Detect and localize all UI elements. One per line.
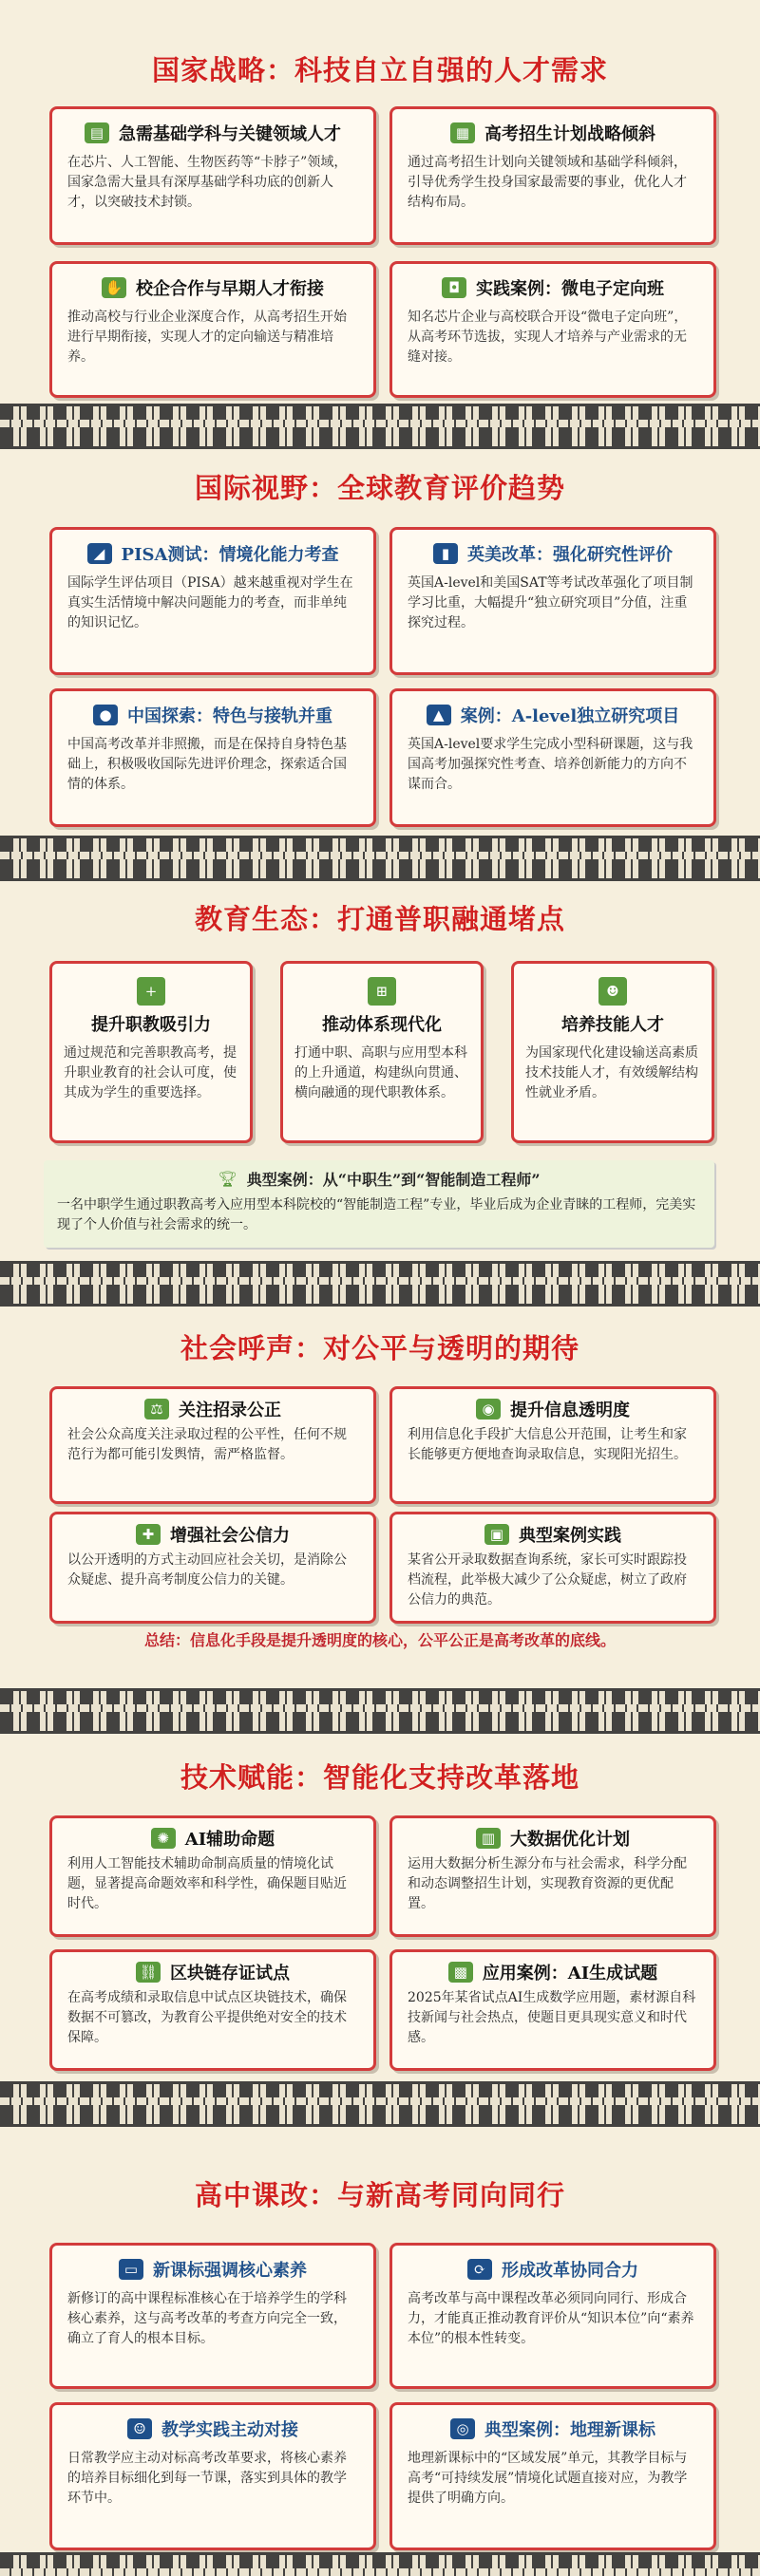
summary-text: 总结：信息化手段是提升透明度的核心，公平公正是高考改革的底线。 (143, 1631, 616, 1649)
card-body: 以公开透明的方式主动回应社会关切，是消除公众疑虑、提升高考制度公信力的关键。 (67, 1552, 347, 1588)
card-body: 新修订的高中课程标准核心在于培养学生的学科核心素养，这与高考改革的考查方向完全一致，确立了育人的根本目标。 (67, 2291, 347, 2346)
card-title: AI辅助命题 (184, 1830, 276, 1850)
sync-icon: ⟳ (467, 2259, 492, 2280)
card-title: 培养技能人才 (561, 1015, 664, 1035)
card-blockchain (49, 1949, 376, 2071)
card-body: 知名芯片企业与高校联合开设“微电子定向班”，从高考环节选拔，实现人才培养与产业需求的无缝对接。 (408, 310, 688, 365)
section-title-international: 国际视野：全球教育评价趋势 (194, 472, 565, 504)
book-icon: ▮ (433, 543, 458, 564)
card-transparency (390, 1386, 716, 1504)
handshake-icon: ✋ (102, 277, 126, 298)
card-title: 实践案例：微电子定向班 (476, 279, 664, 299)
document-icon: ▦ (450, 122, 475, 143)
card-title: 英美改革：强化研究性评价 (467, 545, 673, 565)
pattern-divider (0, 1688, 760, 1734)
card-title: 形成改革协同合力 (502, 2261, 638, 2281)
pattern-divider (0, 1261, 760, 1307)
globe-icon: ● (93, 705, 118, 725)
card-case-practice (390, 1512, 716, 1624)
card-title: 新课标强调核心素养 (153, 2261, 307, 2281)
card-title: 典型案例：地理新课标 (484, 2420, 656, 2440)
robot-icon: ▩ (448, 1962, 473, 1983)
card-body: 英国A-level要求学生完成小型科研课题，这与我国高考加强探究性考查、培养创新能力的方向不谋而合。 (408, 737, 694, 792)
trust-icon: ✚ (136, 1524, 161, 1545)
pattern-divider (0, 836, 760, 881)
section-title-ecosystem: 教育生态：打通普职融通堵点 (194, 903, 565, 935)
card-title: 提升职教吸引力 (91, 1015, 211, 1035)
chain-icon: ⛓︎ (136, 1962, 161, 1983)
card-title: 应用案例：AI生成试题 (482, 1964, 658, 1984)
card-synergy (390, 2243, 716, 2389)
pattern-divider (0, 2081, 760, 2127)
user-plus-icon: + (137, 977, 165, 1006)
chip-icon: ◘ (442, 277, 466, 298)
case-icon: ▣ (484, 1524, 509, 1545)
card-body: 某省公开录取数据查询系统，家长可实时跟踪投档流程，此举极大减少了公众疑虑，树立了政府公信力的典范。 (408, 1552, 687, 1608)
card-title: 增强社会公信力 (170, 1526, 290, 1546)
card-body: 2025年某省试点AI生成数学应用题，素材源自科技新闻与社会热点，使题目更具现实意义和时代感。 (408, 1990, 696, 2045)
map-icon: ◎ (450, 2418, 475, 2439)
card-fair-admission (49, 1386, 376, 1504)
card-ai-generation (390, 1949, 716, 2071)
card-uk-us-reform (390, 527, 716, 675)
card-pisa (49, 527, 376, 675)
card-title: 典型案例实践 (519, 1526, 621, 1546)
card-credibility (49, 1512, 376, 1624)
trophy-icon: 🏆︎ (218, 1170, 238, 1188)
card-body: 通过高考招生计划向关键领域和基础学科倾斜，引导优秀学生投身国家最需要的事业，优化人才结构布局。 (408, 155, 687, 210)
case-body: 一名中职学生通过职教高考入应用型本科院校的“智能制造工程”专业，毕业后成为企业青睐的工程师，完美实现了个人价值与社会需求的统一。 (57, 1197, 696, 1232)
card-microelectronics (390, 261, 716, 398)
card-title: PISA测试：情境化能力考查 (121, 545, 339, 565)
card-body: 在高考成绩和录取信息中试点区块链技术，确保数据不可篡改，为教育公平提供绝对安全的技术保障。 (67, 1990, 347, 2045)
card-china-exploration (49, 688, 376, 827)
card-core-literacy (49, 2243, 376, 2389)
card-a-level-case (390, 688, 716, 827)
card-body: 打通中职、高职与应用型本科的上升通道，构建纵向贯通、横向融通的现代职教体系。 (294, 1045, 467, 1100)
worker-icon: ☻ (598, 977, 627, 1006)
section-title-society: 社会呼声：对公平与透明的期待 (180, 1332, 580, 1364)
brain-icon: ✺ (151, 1828, 176, 1849)
scale-icon: ⚖︎ (144, 1399, 169, 1420)
card-body: 日常教学应主动对标高考改革要求，将核心素养的培养目标细化到每一节课，落实到具体的教学环节中。 (67, 2451, 347, 2506)
pattern-divider (0, 404, 760, 449)
card-enrollment-plan (390, 106, 716, 245)
card-skill-talent (511, 961, 714, 1143)
card-title: 推动体系现代化 (322, 1015, 442, 1035)
pattern-divider (0, 2552, 760, 2573)
card-teaching-practice (49, 2402, 376, 2550)
card-body: 利用人工智能技术辅助命制高质量的情境化试题，显著提高命题效率和科学性，确保题目贴近时代。 (67, 1856, 347, 1911)
card-school-enterprise (49, 261, 376, 398)
typical-case-box (44, 1160, 714, 1248)
card-body: 运用大数据分析生源分布与社会需求，科学分配和动态调整招生计划，实现教育资源的更优配置。 (408, 1856, 687, 1911)
section-title-curriculum: 高中课改：与新高考同向同行 (194, 2179, 565, 2211)
card-title: 案例：A-level独立研究项目 (460, 706, 680, 726)
card-body: 为国家现代化建设输送高素质技术技能人才，有效缓解结构性就业矛盾。 (525, 1045, 698, 1100)
card-ai-question (49, 1815, 376, 1937)
card-title: 校企合作与早期人才衔接 (136, 279, 324, 299)
section-title-strategy: 国家战略：科技自立自强的人才需求 (151, 54, 608, 86)
bar-chart-icon: ▥ (476, 1828, 501, 1849)
card-body: 社会公众高度关注录取过程的公平性，任何不规范行为都可能引发舆情，需严格监督。 (67, 1427, 347, 1462)
card-body: 英国A-level和美国SAT等考试改革强化了项目制学习比重，大幅提升“独立研究项目”分值，注重探究过程。 (408, 575, 694, 630)
card-title: 关注招录公正 (179, 1401, 281, 1420)
card-system-modernization (280, 961, 484, 1143)
org-chart-icon: ⊞ (368, 977, 396, 1006)
card-body: 推动高校与行业企业深度合作，从高考招生开始进行早期衔接，实现人才的定向输送与精准培养。 (67, 310, 347, 365)
card-body: 国际学生评估项目（PISA）越来越重视对学生在真实生活情境中解决问题能力的考查，而非单纯的知识记忆。 (67, 575, 353, 630)
card-body: 地理新课标中的“区域发展”单元，其教学目标与高考“可持续发展”情境化试题直接对应，为教学提供了明确方向。 (408, 2451, 688, 2506)
card-body: 高考改革与高中课程改革必须同向同行、形成合力，才能真正推动教育评价从“知识本位”向“素养本位”的根本性转变。 (408, 2291, 694, 2346)
chart-icon: ◢ (87, 543, 112, 564)
teacher-icon: ☺ (127, 2418, 152, 2439)
card-title: 大数据优化计划 (510, 1830, 630, 1850)
card-body: 通过规范和完善职教高考，提升职业教育的社会认可度，使其成为学生的重要选择。 (64, 1045, 237, 1100)
card-body: 中国高考改革并非照搬，而是在保持自身特色基础上，积极吸收国际先进评价理念，探索适合国情的体系。 (67, 737, 347, 792)
card-big-data (390, 1815, 716, 1937)
card-body: 在芯片、人工智能、生物医药等“卡脖子”领域，国家急需大量具有深厚基础学科功底的创新人才，以突破技术封锁。 (67, 155, 348, 210)
card-vocational-appeal (49, 961, 253, 1143)
card-title: 急需基础学科与关键领域人才 (119, 124, 341, 144)
card-title: 提升信息透明度 (510, 1401, 630, 1420)
case-title: 典型案例：从“中职生”到“智能制造工程师” (246, 1171, 541, 1189)
database-icon: ▤ (85, 122, 109, 143)
card-title: 高考招生计划战略倾斜 (484, 124, 656, 144)
card-basic-talent (49, 106, 376, 245)
eye-icon: ◉ (476, 1399, 501, 1420)
card-body: 利用信息化手段扩大信息公开范围，让考生和家长能够更方便地查询录取信息，实现阳光招生。 (408, 1427, 687, 1462)
section-title-technology: 技术赋能：智能化支持改革落地 (180, 1761, 580, 1794)
card-title: 中国探索：特色与接轨并重 (127, 706, 332, 726)
card-title: 区块链存证试点 (170, 1964, 290, 1984)
card-geography-case (390, 2402, 716, 2550)
flask-icon: ▲ (427, 705, 451, 725)
open-book-icon: ▭ (119, 2259, 143, 2280)
card-title: 教学实践主动对接 (162, 2420, 298, 2440)
